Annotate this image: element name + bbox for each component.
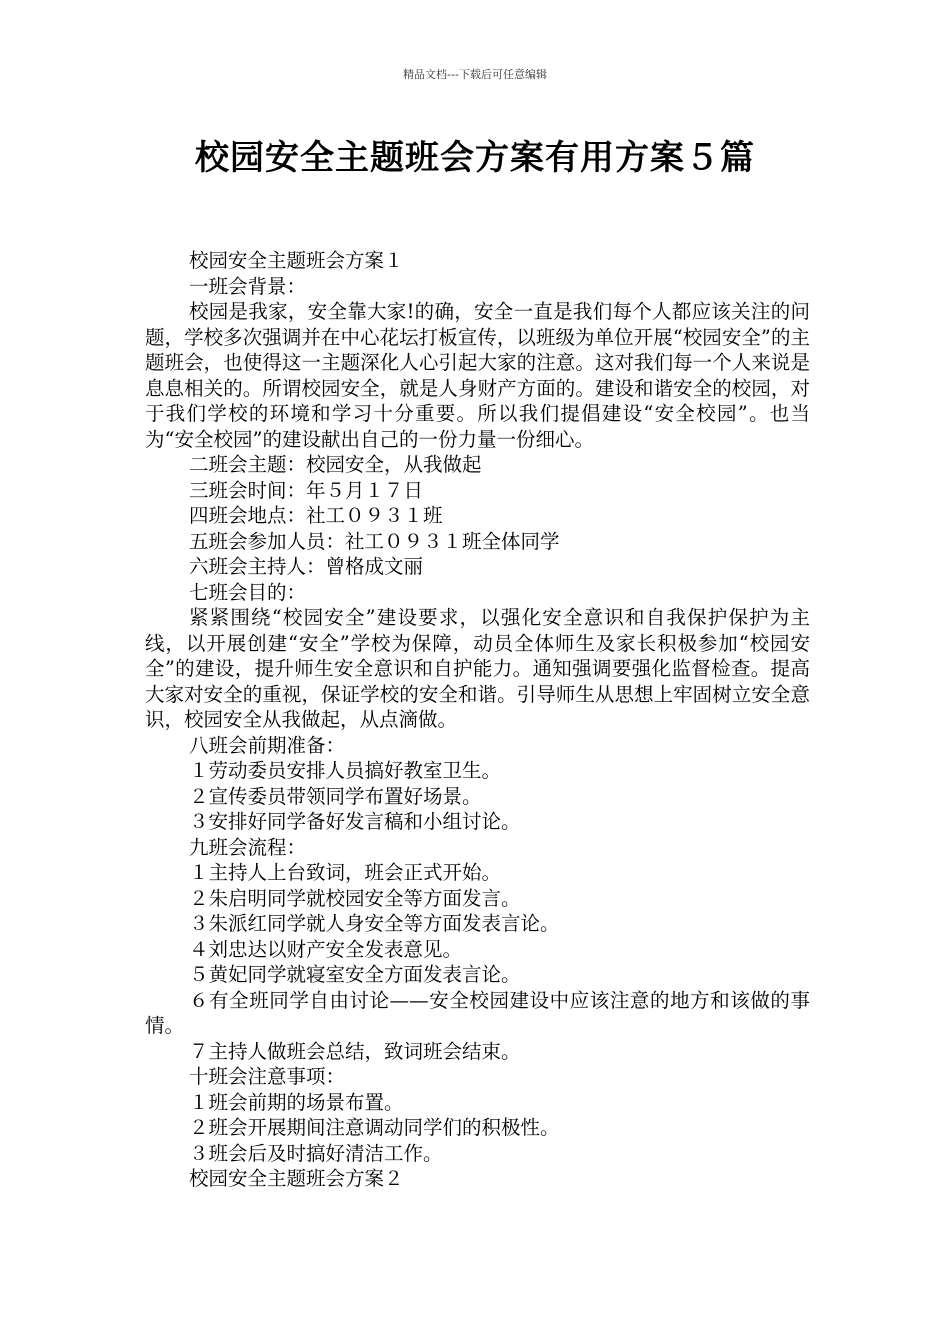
- paragraph: ３班会后及时搞好清洁工作。: [189, 1141, 443, 1165]
- paragraph: 六班会主持人：曾格成文丽: [189, 555, 424, 578]
- paragraph: 三班会时间：年５月１７日: [189, 478, 424, 502]
- paragraph: 紧紧围绕“校园安全”建设要求，以强化安全意识和自我保护保护为主线，以开展创建“安全”学校为保障，动员全体师生及家长积极参加“校园安全”的建设，提升师生安全意识和自护能力。通知强调要强化监督检查。提高大家对安全的重视，保证学校的安全和谐。引导师生从思想上牢固树立安全意识，校园安全从我做起，从点滴做。: [145, 606, 810, 731]
- paragraph: 校园是我家，安全靠大家!的确，安全一直是我们每个人都应该关注的问题，学校多次强调并在中心花坛打板宣传，以班级为单位开展“校园安全”的主题班会，也使得这一主题深化人心引起大家的注意。这对我们每一个人来说是息息相关的。所谓校园安全，就是人身财产方面的。建设和谐安全的校园，对于我们学校的环境和学习十分重要。所以我们提倡建设“安全校园”。也当为“安全校园”的建设献出自己的一份力量一份细心。: [145, 300, 810, 451]
- paragraph: ３朱派红同学就人身安全等方面发表言论。: [189, 912, 560, 935]
- paragraph: ６有全班同学自由讨论——安全校园建设中应该注意的地方和该做的事情。: [145, 988, 810, 1037]
- paragraph: ２班会开展期间注意调动同学们的积极性。: [189, 1116, 560, 1139]
- paragraph: ３安排好同学备好发言稿和小组讨论。: [189, 810, 521, 833]
- paragraph: １劳动委员安排人员搞好教室卫生。: [189, 759, 502, 782]
- paragraph: 十班会注意事项：: [189, 1065, 346, 1088]
- paragraph: １班会前期的场景布置。: [189, 1090, 404, 1114]
- paragraph: 四班会地点：社工０９３１班: [189, 504, 443, 527]
- paragraph: 一班会背景：: [189, 274, 307, 298]
- paragraph: 校园安全主题班会方案２: [189, 1167, 404, 1190]
- paragraph: ４刘忠达以财产安全发表意见。: [189, 937, 463, 961]
- paragraph: 二班会主题：校园安全，从我做起: [189, 453, 482, 476]
- paragraph: ２宣传委员带领同学布置好场景。: [189, 784, 482, 808]
- document-title: 校园安全主题班会方案有用方案５篇: [195, 138, 755, 178]
- paragraph: 五班会参加人员：社工０９３１班全体同学: [189, 529, 560, 553]
- paragraph: 九班会流程：: [189, 835, 307, 859]
- paragraph: ５黄妃同学就寝室安全方面发表言论。: [189, 963, 521, 986]
- paragraph: １主持人上台致词，班会正式开始。: [189, 861, 502, 884]
- paragraph: 七班会目的：: [189, 580, 307, 604]
- paragraph: 八班会前期准备：: [189, 733, 346, 757]
- paragraph: 校园安全主题班会方案１: [189, 249, 404, 272]
- paragraph: ２朱启明同学就校园安全等方面发言。: [189, 886, 521, 910]
- document-body: [145, 248, 810, 1192]
- paragraph: ７主持人做班会总结，致词班会结束。: [189, 1039, 521, 1063]
- page-header-note: 精品文档---下载后可任意编辑: [403, 68, 547, 81]
